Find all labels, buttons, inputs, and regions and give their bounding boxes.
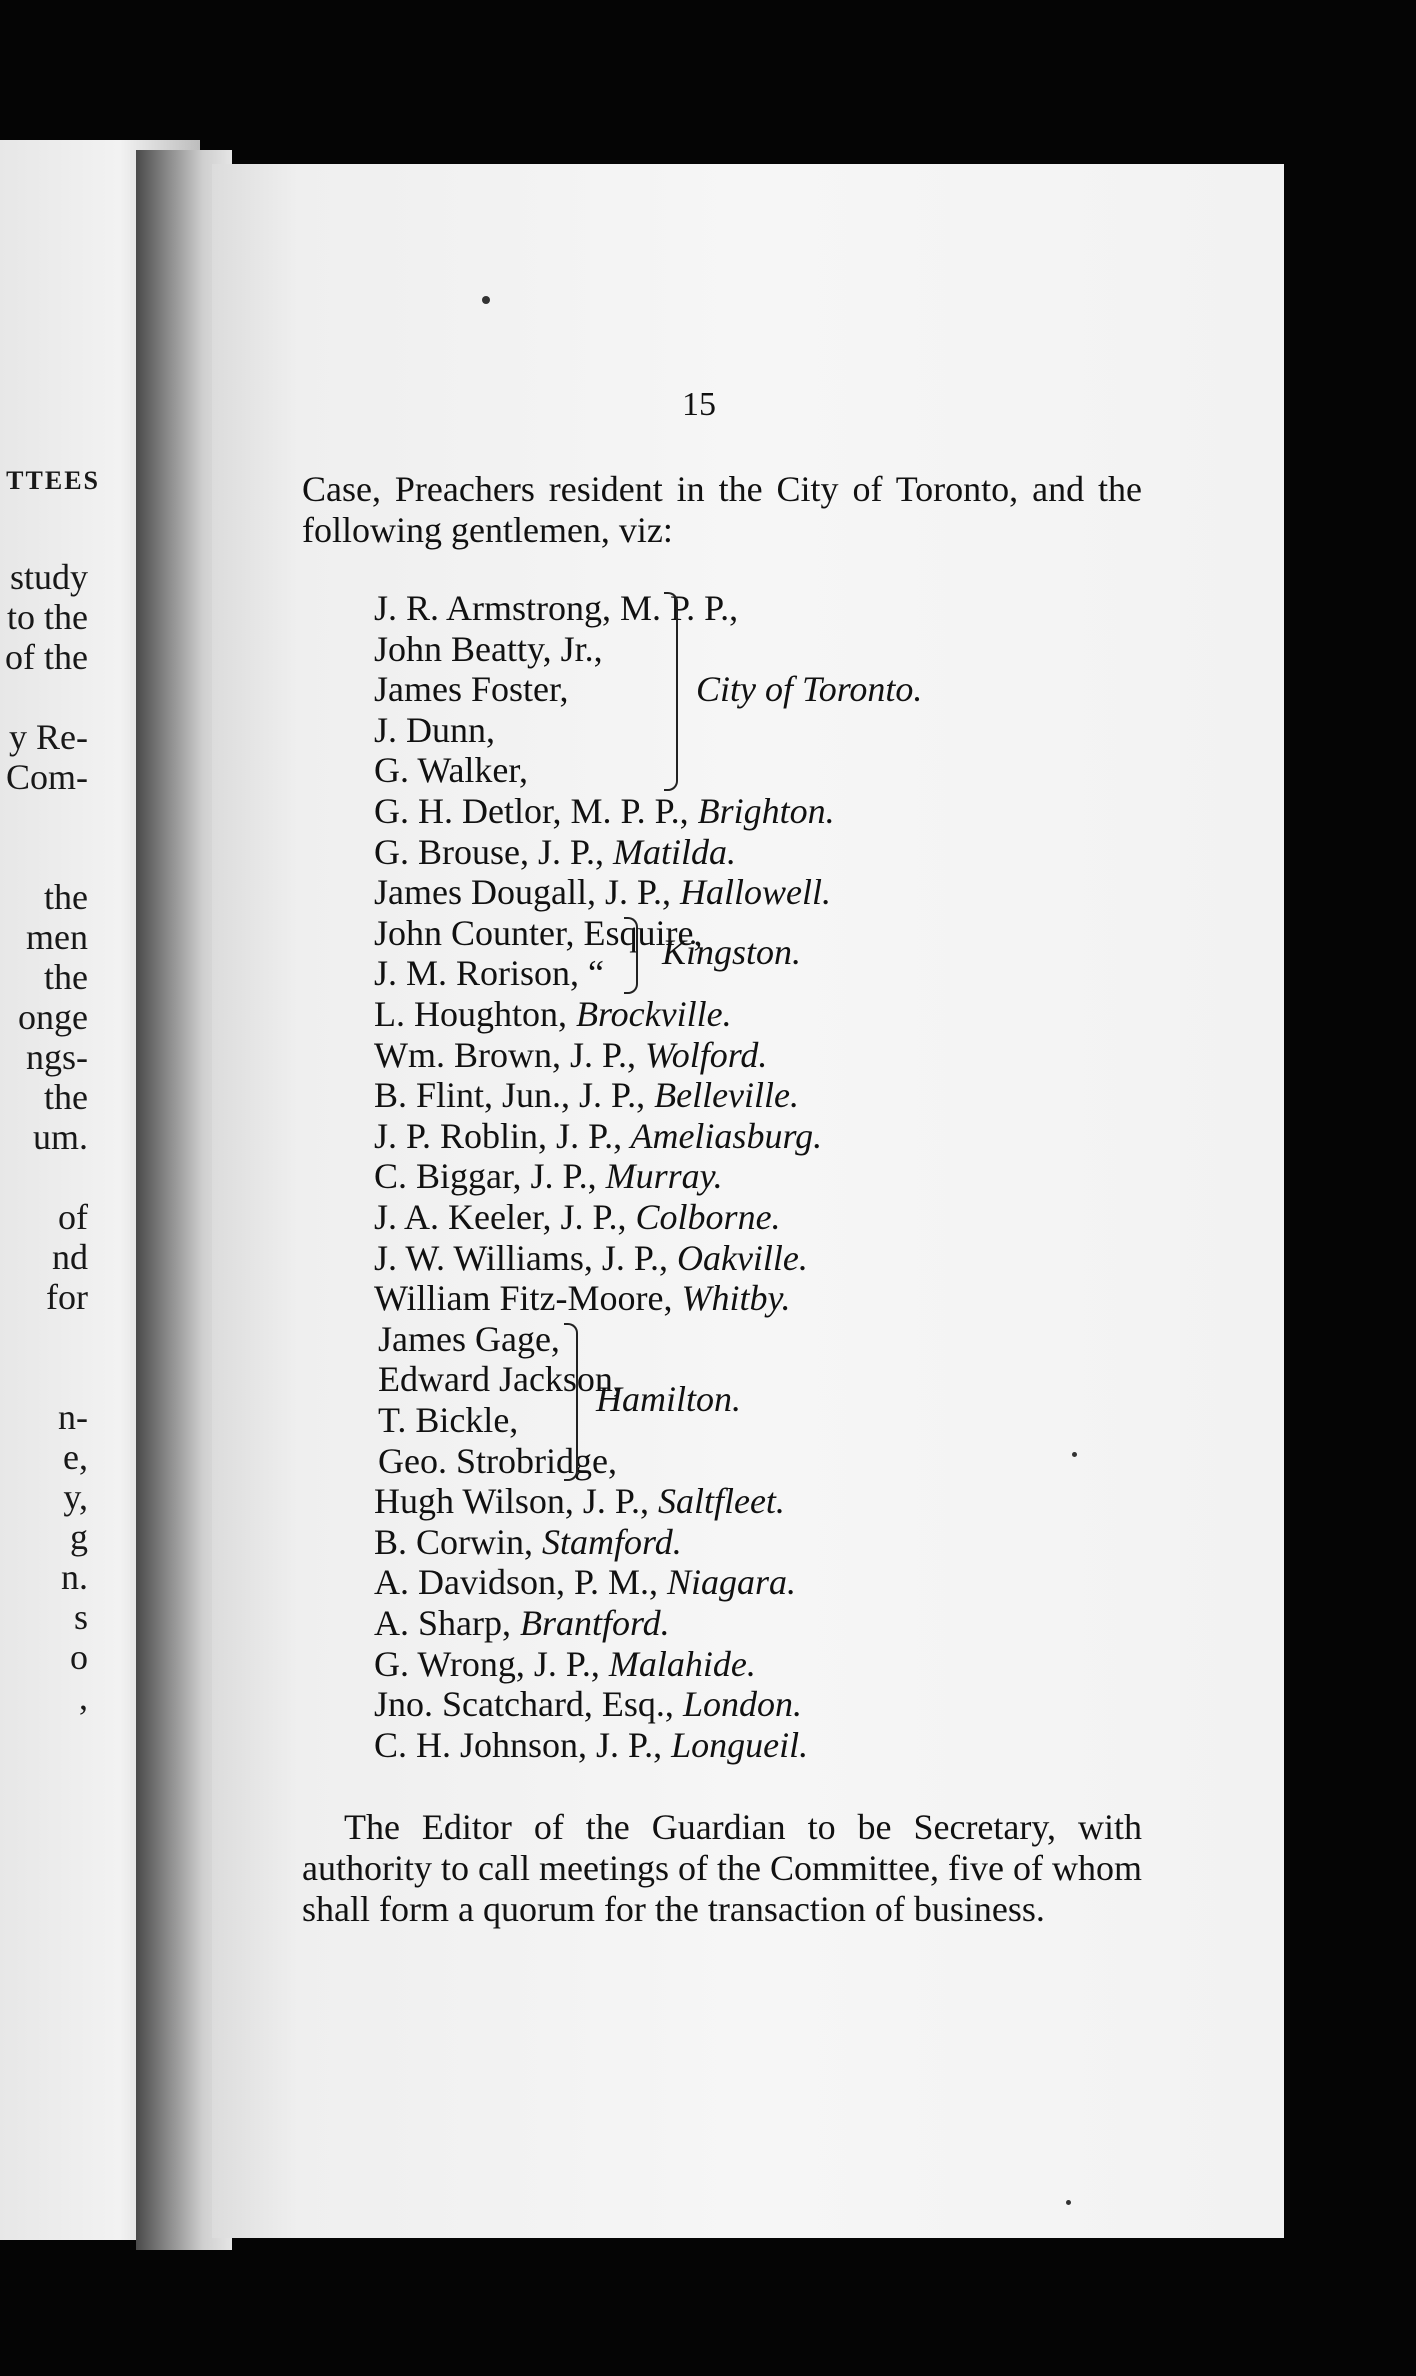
member-entry (374, 832, 736, 872)
group-place-label: Hamilton. (596, 1379, 742, 1419)
member-name: A. Davidson, P. M., (374, 1562, 659, 1603)
member-entry (378, 1441, 617, 1481)
member-place: Colborne. (626, 1197, 781, 1237)
left-page-fragment: y Re- (9, 717, 88, 757)
member-entry (374, 588, 738, 628)
member-name: Geo. Strobridge, (378, 1440, 617, 1481)
member-place: Stamford. (533, 1521, 682, 1562)
member-name: B. Corwin, (374, 1521, 534, 1562)
group-brace (564, 1323, 578, 1481)
member-place: Brockville. (567, 994, 732, 1034)
member-entry (374, 1035, 767, 1075)
member-name: J. A. Keeler, J. P., (374, 1197, 627, 1237)
member-name: C. H. Johnson, J. P., (374, 1724, 663, 1765)
member-name: James Gage, (378, 1318, 560, 1359)
member-name: Edward Jackson, (378, 1359, 622, 1400)
member-name: James Foster, (374, 669, 569, 710)
member-name: J. M. Rorison, “ (374, 953, 605, 994)
left-page-fragment: of (58, 1197, 88, 1237)
group-place-label: City of Toronto. (696, 668, 923, 709)
ink-speck (482, 296, 490, 304)
member-entry (374, 1603, 670, 1643)
member-entry (374, 1197, 781, 1237)
member-place: Brantford. (511, 1603, 670, 1643)
ink-speck (1072, 1452, 1077, 1457)
left-page-fragment: nd (52, 1237, 88, 1277)
member-entry (374, 791, 835, 831)
member-name: G. Brouse, J. P., (374, 831, 605, 872)
member-place: Malahide. (599, 1643, 756, 1684)
member-name: J. W. Williams, J. P., (374, 1237, 668, 1278)
member-place: Niagara. (658, 1562, 797, 1603)
right-page (212, 164, 1284, 2238)
member-entry (374, 1238, 808, 1278)
member-entry (374, 1562, 796, 1602)
member-name: Wm. Brown, J. P., (374, 1034, 637, 1075)
member-name: G. Walker, (374, 750, 528, 791)
group-brace (624, 917, 638, 994)
member-entry (374, 1684, 802, 1724)
member-entry (374, 953, 604, 993)
left-page-fragment: g (70, 1517, 88, 1557)
member-entry (374, 913, 703, 953)
left-page-fragment: for (46, 1277, 88, 1317)
member-place: Longueil. (662, 1724, 809, 1765)
member-name: William Fitz-Moore, (374, 1278, 673, 1319)
member-place: Murray. (596, 1156, 723, 1197)
left-page-fragment: y, (63, 1477, 88, 1517)
member-name: G. H. Detlor, M. P. P., (374, 791, 689, 831)
group-brace (664, 592, 678, 791)
member-entry (374, 1481, 785, 1521)
member-entry (374, 1075, 799, 1115)
closing-paragraph (302, 1807, 1142, 1930)
member-entry (374, 629, 603, 669)
left-page-fragment: s (73, 1597, 88, 1637)
member-name: A. Sharp, (374, 1603, 511, 1643)
member-entry (374, 1725, 808, 1765)
member-entry (374, 1156, 723, 1196)
member-entry (374, 710, 495, 750)
left-page-fragment: o (70, 1637, 88, 1677)
closing-paragraph-text: The Editor of the Guardian to be Secretary, with authority to call meetings of the Committee, five of whom shall form a quorum for the transaction of business. (302, 1807, 1142, 1929)
left-page-fragment: to the (7, 597, 88, 637)
member-name: T. Bickle, (378, 1400, 519, 1440)
member-entry (378, 1319, 560, 1359)
member-place: Brighton. (688, 791, 835, 831)
member-name: J. P. Roblin, J. P., (374, 1115, 623, 1156)
member-name: C. Biggar, J. P., (374, 1156, 597, 1197)
member-entry (374, 1644, 756, 1684)
left-page-fragment: the (44, 877, 88, 917)
left-page-fragment: the (44, 1077, 88, 1117)
member-name: J. R. Armstrong, M. P. P., (374, 588, 739, 628)
member-name: G. Wrong, J. P., (374, 1643, 600, 1684)
intro-paragraph: Case, Preachers resident in the City of Toronto, and the following gentlemen, viz: (302, 469, 1142, 550)
member-name: B. Flint, Jun., J. P., (374, 1075, 646, 1116)
member-entry (378, 1400, 518, 1440)
member-place: Hallowell. (671, 872, 831, 913)
left-page-fragment: the (44, 957, 88, 997)
member-entry (374, 1116, 822, 1156)
left-page-fragment: um. (32, 1117, 88, 1157)
member-name: Hugh Wilson, J. P., (374, 1481, 649, 1522)
member-entry (374, 1278, 790, 1318)
member-place: Oakville. (667, 1237, 808, 1278)
left-page-fragment: n- (58, 1397, 88, 1437)
left-page-fragment: ngs- (26, 1037, 88, 1077)
left-page-fragment: Com- (5, 757, 88, 797)
member-name: James Dougall, J. P., (374, 872, 671, 913)
left-page-fragment: of the (5, 637, 88, 677)
member-entry (378, 1359, 622, 1399)
member-place: Saltfleet. (648, 1481, 785, 1522)
member-entry (374, 872, 831, 912)
left-page-heading: TTEES (6, 466, 100, 495)
member-name: John Beatty, Jr., (374, 628, 603, 669)
member-name: Jno. Scatchard, Esq., (374, 1684, 674, 1725)
left-page-fragment: onge (18, 997, 88, 1037)
ink-speck (1066, 2200, 1071, 2205)
page-number: 15 (682, 386, 716, 423)
left-page-fragment: , (79, 1677, 88, 1717)
member-entry (374, 994, 732, 1034)
member-entry (374, 1522, 682, 1562)
member-name: J. Dunn, (374, 709, 496, 750)
member-name: L. Houghton, (374, 994, 567, 1034)
group-place-label: Kingston. (662, 932, 802, 973)
member-entry (374, 669, 569, 709)
left-page-fragment: men (26, 917, 88, 957)
member-name: John Counter, Esquire, (374, 912, 703, 953)
left-page-fragment: n. (61, 1557, 88, 1597)
member-entry (374, 750, 528, 790)
member-place: Matilda. (604, 831, 737, 872)
member-place: Wolford. (636, 1034, 768, 1075)
member-place: Belleville. (645, 1075, 800, 1116)
left-page-fragment: e, (63, 1437, 88, 1477)
member-place: Ameliasburg. (622, 1115, 823, 1156)
member-place: Whitby. (672, 1278, 791, 1319)
left-page-fragment: study (9, 557, 88, 597)
member-place: London. (673, 1684, 802, 1725)
